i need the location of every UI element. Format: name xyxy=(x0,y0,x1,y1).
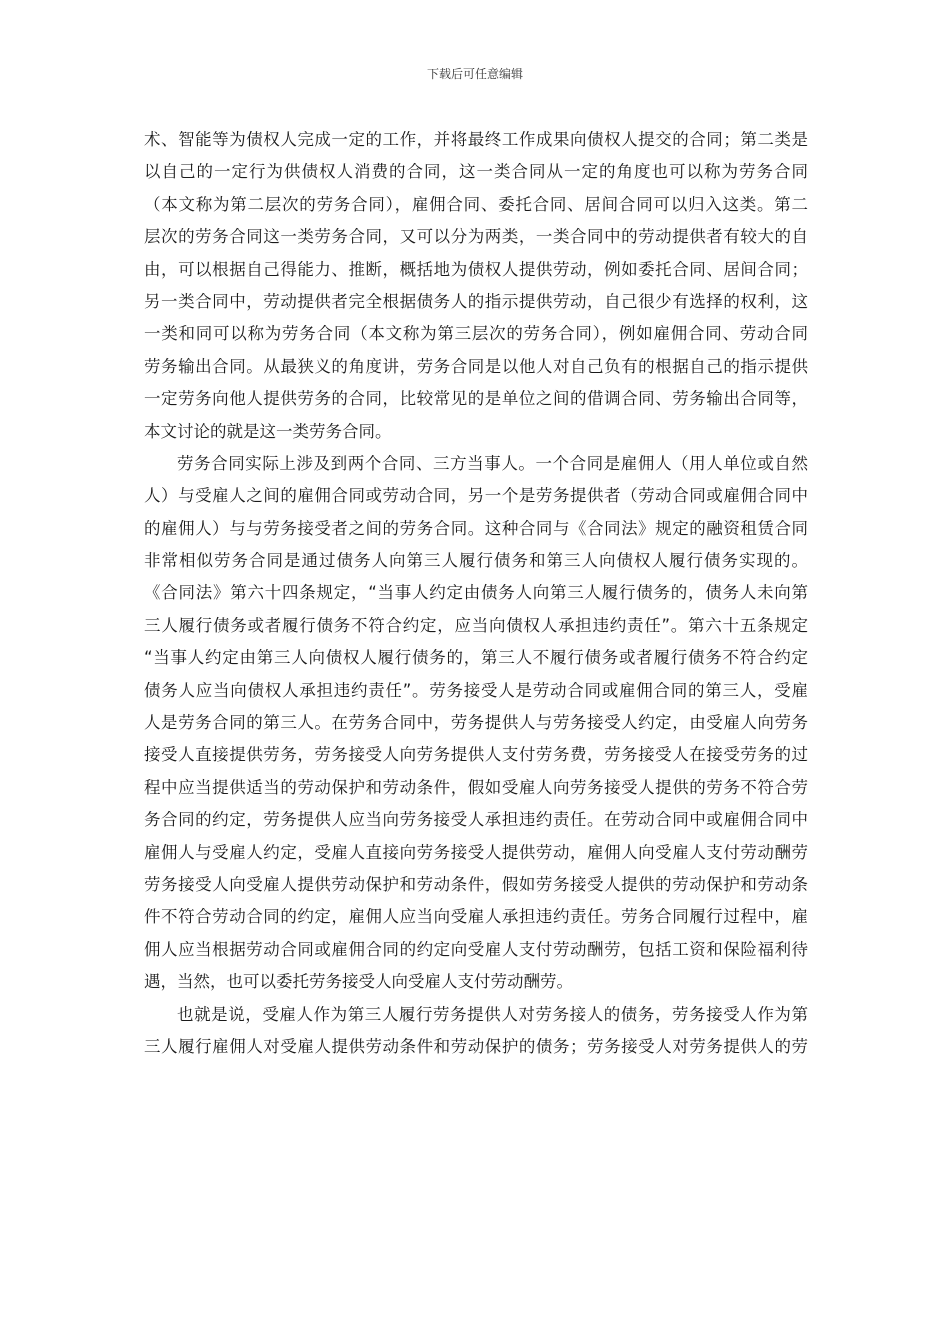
text-line: 层次的劳务合同这一类劳务合同，又可以分为两类，一类合同中的劳动提供者有较大的自 xyxy=(144,227,808,247)
text-line: （本文称为第二层次的劳务合同），雇佣合同、委托合同、居间合同可以归入这类。第二 xyxy=(144,194,808,214)
page-header: 下载后可任意编辑 xyxy=(426,67,523,81)
text-line: 一定劳务向他人提供劳务的合同，比较常见的是单位之间的借调合同、劳务输出合同等， xyxy=(144,389,808,409)
text-line: 由，可以根据自己得能力、推断，概括地为债权人提供劳动，例如委托合同、居间合同； xyxy=(144,259,808,279)
document-body xyxy=(144,124,808,1063)
text-line: 术、智能等为债权人完成一定的工作，并将最终工作成果向债权人提交的合同；第二类是 xyxy=(144,130,808,149)
text-line: 三人履行雇佣人对受雇人提供劳动条件和劳动保护的债务；劳务接受人对劳务提供人的劳 xyxy=(144,1036,808,1056)
text-line: 劳务合同实际上涉及到两个合同、三方当事人。一个合同是雇佣人（用人单位或自然 xyxy=(177,453,808,473)
text-line: 佣人应当根据劳动合同或雇佣合同的约定向受雇人支付劳动酬劳，包括工资和保险福利待 xyxy=(144,939,808,959)
text-line: 雇佣人与受雇人约定，受雇人直接向劳务接受人提供劳动，雇佣人向受雇人支付劳动酬劳 xyxy=(144,842,808,862)
text-line: 务合同的约定，劳务提供人应当向劳务接受人承担违约责任。在劳动合同中或雇佣合同中 xyxy=(144,810,808,830)
text-line: 劳务接受人向受雇人提供劳动保护和劳动条件，假如劳务接受人提供的劳动保护和劳动条 xyxy=(144,874,808,894)
text-line: 人）与受雇人之间的雇佣合同或劳动合同，另一个是劳务提供者（劳动合同或雇佣合同中 xyxy=(144,486,808,506)
text-line: “当事人约定由第三人向债权人履行债务的，第三人不履行债务或者履行债务不符合约定 xyxy=(144,648,808,668)
text-line: 本文讨论的就是这一类劳务合同。 xyxy=(144,421,392,441)
text-line: 接受人直接提供劳务，劳务接受人向劳务提供人支付劳务费，劳务接受人在接受劳务的过 xyxy=(144,745,808,765)
text-line: 《合同法》第六十四条规定，“当事人约定由债务人向第三人履行债务的，债务人未向第 xyxy=(144,583,808,603)
text-line: 遇，当然，也可以委托劳务接受人向受雇人支付劳动酬劳。 xyxy=(144,972,573,992)
text-line: 三人履行债务或者履行债务不符合约定，应当向债权人承担违约责任”。第六十五条规定 xyxy=(144,615,808,635)
text-line: 以自己的一定行为供债权人消费的合同，这一类合同从一定的角度也可以称为劳务合同 xyxy=(144,162,808,182)
text-line: 非常相似劳务合同是通过债务人向第三人履行债务和第三人向债权人履行债务实现的。 xyxy=(144,551,808,571)
text-line: 的雇佣人）与与劳务接受者之间的劳务合同。这种合同与《合同法》规定的融资租赁合同 xyxy=(144,518,808,538)
text-line: 人是劳务合同的第三人。在劳务合同中，劳务提供人与劳务接受人约定，由受雇人向劳务 xyxy=(144,713,808,733)
paragraph-2 xyxy=(144,448,808,999)
paragraph-1 xyxy=(144,124,808,448)
text-line: 件不符合劳动合同的约定，雇佣人应当向受雇人承担违约责任。劳务合同履行过程中，雇 xyxy=(144,907,808,927)
paragraph-3 xyxy=(144,999,808,1064)
text-line: 劳务输出合同。从最狭义的角度讲，劳务合同是以他人对自己负有的根据自己的指示提供 xyxy=(144,356,808,376)
text-line: 一类和同可以称为劳务合同（本文称为第三层次的劳务合同），例如雇佣合同、劳动合同 xyxy=(144,324,808,344)
text-line: 另一类合同中，劳动提供者完全根据债务人的指示提供劳动，自己很少有选择的权利，这 xyxy=(144,291,808,311)
text-line: 也就是说，受雇人作为第三人履行劳务提供人对劳务接人的债务，劳务接受人作为第 xyxy=(177,1004,808,1024)
text-line: 债务人应当向债权人承担违约责任”。劳务接受人是劳动合同或雇佣合同的第三人，受雇 xyxy=(144,680,808,700)
text-line: 程中应当提供适当的劳动保护和劳动条件，假如受雇人向劳务接受人提供的劳务不符合劳 xyxy=(144,777,808,797)
